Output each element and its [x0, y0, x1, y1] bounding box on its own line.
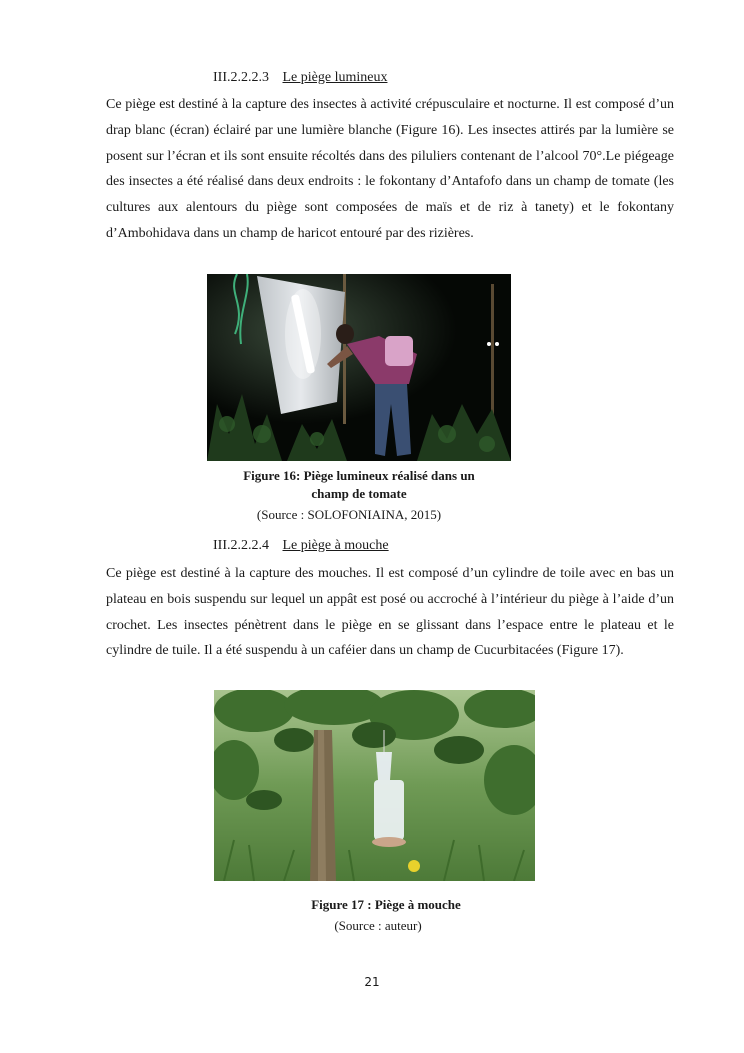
figure-16-caption-line2: champ de tomate: [311, 486, 407, 501]
figure-16-source: (Source : SOLOFONIAINA, 2015): [256, 507, 442, 522]
section-title: Le piège lumineux: [282, 70, 388, 85]
section-heading-light-trap: [213, 70, 387, 86]
figure-16-caption-line1: Figure 16: Piège lumineux réalisé dans un: [243, 468, 475, 483]
section-heading-fly-trap: [213, 538, 389, 554]
page-number: 21: [364, 975, 380, 989]
figure-16-photo: [207, 274, 511, 461]
figure-17-caption-text: Figure 17 : Piège à mouche: [311, 897, 461, 912]
section-number: III.2.2.2.3: [213, 70, 269, 85]
light-trap-paragraph: Ce piège est destiné à la capture des insectes à activité crépusculaire et nocturne. Il est composé d’un drap blanc (écran) éclairé par une lumière blanche (Figure 16). Les insectes attirés par la lumière se posent sur l’écran et ils sont ensuite récoltés dans des piluliers contenant de l’alcool 70°.Le piégeage des insectes a été réalisé dans deux endroits : le fokontany d’Antafofo dans un champ de tomate (les cultures aux alentours du piège sont composées de maïs et de riz à tanety) et le fokontany d’Ambohidava dans un champ de haricot entouré par des rizières.: [106, 97, 674, 241]
figure-17-caption: [214, 896, 558, 914]
figure-17-photo: [214, 690, 535, 881]
figure-17-source: (Source : auteur): [334, 918, 422, 933]
fly-trap-paragraph: Ce piège est destiné à la capture des mouches. Il est composé d’un cylindre de toile avec en bas un plateau en bois suspendu sur lequel un appât est posé ou accroché à l’intérieur du piège à l’aide d’un crochet. Les insectes pénètrent dans le piège en se glissant dans l’espace entre le plateau et le cylindre de tuile. Il a été suspendu à un caféier dans un champ de Cucurbitacées (Figure 17).: [106, 566, 674, 659]
section-number: III.2.2.2.4: [213, 538, 269, 553]
section-title: Le piège à mouche: [282, 538, 389, 553]
figure-16-caption: [207, 467, 511, 503]
